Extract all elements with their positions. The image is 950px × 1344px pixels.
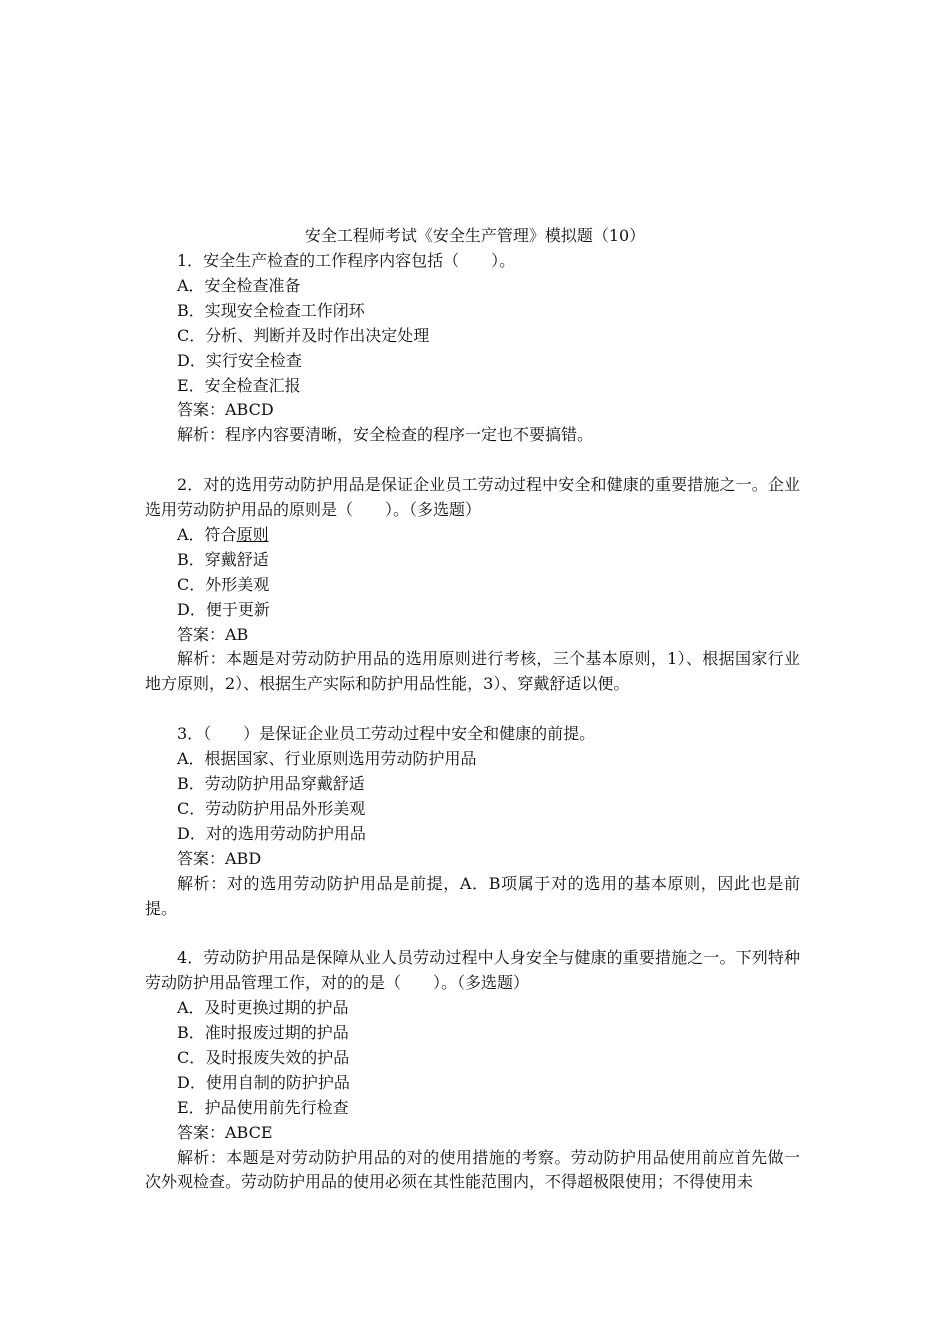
question-3-option-a: A．根据国家、行业原则选用劳动防护用品 [177,749,477,769]
document-body [145,249,800,1195]
question-4-option-d: D．使用自制的防护护品 [177,1072,350,1092]
question-4-answer: 答案：ABCE [177,1122,273,1142]
question-1-stem: 1．安全生产检查的工作程序内容包括（ ）。 [177,251,516,270]
question-3-analysis: 解析：对的选用劳动防护用品是前提，A．B项属于对的选用的基本原则，因此也是前提。 [145,873,800,918]
question-2-option-a-underlined: 原则 [236,524,269,544]
question-4-analysis: 解析：本题是对劳动防护用品的对的使用措施的考察。劳动防护用品使用前应首先做一次外观检查。劳动防护用品的使用必须在其性能范围内，不得超极限使用；不得使用未 [145,1147,800,1192]
question-3-answer: 答案：ABD [177,848,262,868]
question-1-analysis: 解析：程序内容要清晰，安全检查的程序一定也不要搞错。 [177,425,594,445]
question-3-option-d: D．对的选用劳动防护用品 [177,823,366,843]
question-4-option-e: E．护品使用前先行检查 [177,1097,349,1117]
question-4-stem: 4．劳动防护用品是保障从业人员劳动过程中人身安全与健康的重要措施之一。下列特种劳动防护用品管理工作，对的的是（ ）。（多选题） [145,948,800,993]
question-3-stem: 3．（ ）是保证企业员工劳动过程中安全和健康的前提。 [177,724,596,744]
question-3-option-b: B．劳动防护用品穿戴舒适 [177,774,365,793]
question-2-answer: 答案：AB [177,624,249,644]
question-1-option-b: B．实现安全检查工作闭环 [177,300,365,320]
question-3-option-c: C．劳动防护用品外形美观 [177,798,366,818]
question-2-stem: 2．对的选用劳动防护用品是保证企业员工劳动过程中安全和健康的重要措施之一。企业选用劳动防护用品的原则是（ ）。（多选题） [145,475,800,520]
question-1-option-c: C．分析、判断并及时作出决定处理 [177,325,430,345]
question-2-option-a [145,523,800,548]
document-title: 安全工程师考试《安全生产管理》模拟题（10） [304,226,646,245]
paragraph-spacer [145,697,800,722]
question-1-option-d: D．实行安全检查 [177,350,302,370]
question-2-analysis: 解析：本题是对劳动防护用品的选用原则进行考核，三个基本原则，1）、根据国家行业地方原则，2）、根据生产实际和防护用品性能，3）、穿戴舒适以便。 [145,649,800,694]
paragraph-spacer [145,448,800,473]
question-2-option-a-prefix: A．符合 [177,524,237,544]
question-1-option-e: E．安全检查汇报 [177,375,301,395]
question-4-option-c: C．及时报废失效的护品 [177,1047,350,1067]
question-4-option-a: A．及时更换过期的护品 [177,998,349,1018]
question-1-option-a: A．安全检查准备 [177,275,301,295]
question-2-option-b: B．穿戴舒适 [177,549,269,569]
question-2-option-d: D．便于更新 [177,599,270,619]
paragraph-spacer [145,921,800,946]
question-4-option-b: B．准时报废过期的护品 [177,1023,349,1043]
question-2-option-c: C．外形美观 [177,574,270,594]
question-1-answer: 答案：ABCD [177,400,274,420]
